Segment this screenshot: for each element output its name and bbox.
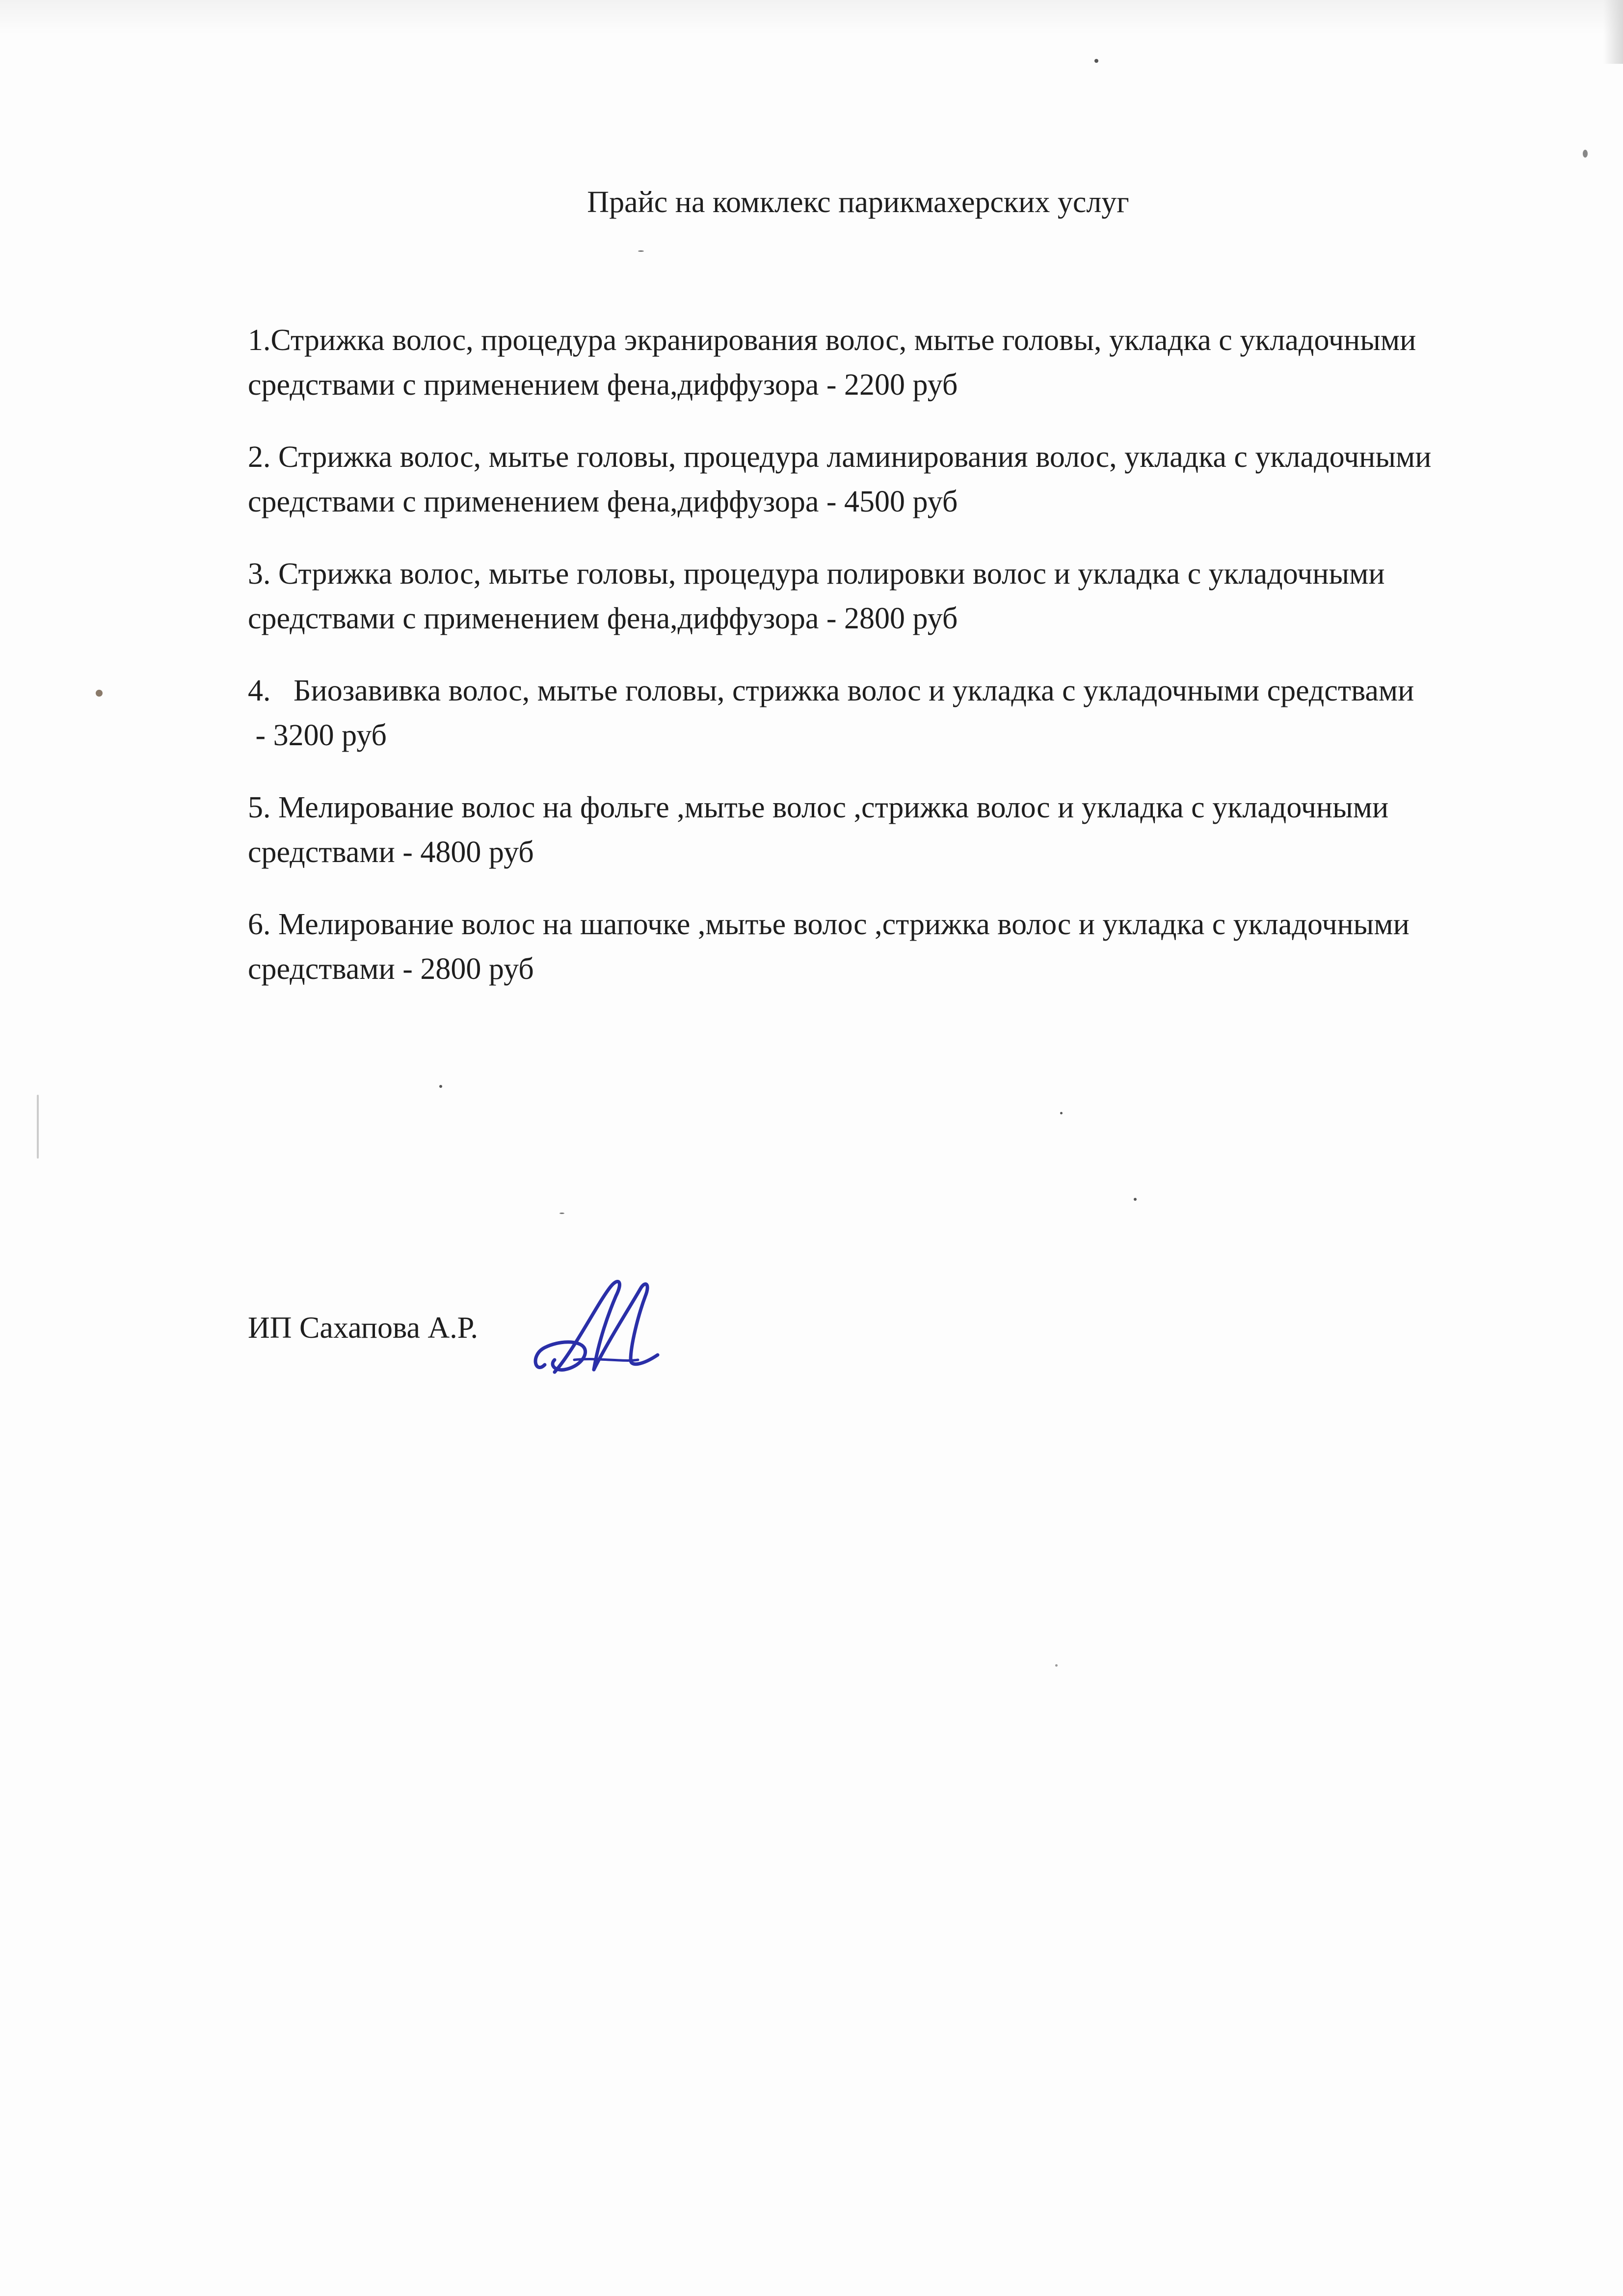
signature-stroke-4 xyxy=(574,1359,638,1361)
scan-speck xyxy=(1094,59,1098,63)
price-item-5 xyxy=(248,785,1534,875)
scan-speck xyxy=(1060,1112,1063,1114)
price-item-1 xyxy=(248,318,1534,407)
price-item-3-line-1: 3. Стрижка волос, мытье головы, процедура полировки волос и укладка с укладочными xyxy=(248,557,1385,591)
document-title xyxy=(0,183,1623,222)
scan-speck xyxy=(37,1095,39,1159)
price-list xyxy=(248,318,1534,1019)
scan-speck xyxy=(96,690,103,697)
scan-speck xyxy=(1055,1664,1058,1667)
price-item-6-line-2: средствами - 2800 руб xyxy=(248,952,534,986)
price-item-4 xyxy=(248,669,1534,758)
scan-speck xyxy=(1134,1198,1137,1201)
scan-shadow-top xyxy=(0,0,1623,34)
price-item-5-line-1: 5. Мелирование волос на фольге ,мытье волос ,стрижка волос и укладка с укладочными xyxy=(248,791,1389,824)
document-title-text: Прайс на комклекс парикмахерских услуг xyxy=(587,186,1129,219)
handwritten-signature xyxy=(525,1242,672,1404)
price-item-1-line-1: 1.Стрижка волос, процедура экранирования волос, мытье головы, укладка с укладочными xyxy=(248,324,1416,357)
price-item-2-line-2: средствами с применением фена,диффузора - 4500 руб xyxy=(248,485,958,518)
price-item-1-line-2: средствами с применением фена,диффузора - 2200 руб xyxy=(248,368,958,402)
scan-speck xyxy=(1583,150,1588,158)
signer-name: ИП Сахапова А.Р. xyxy=(248,1311,478,1345)
price-item-3 xyxy=(248,552,1534,641)
price-item-5-line-2: средствами - 4800 руб xyxy=(248,836,534,869)
price-item-2-line-1: 2. Стрижка волос, мытье головы, процедура ламинирования волос, укладка с укладочными xyxy=(248,440,1432,474)
price-item-6-line-1: 6. Мелирование волос на шапочке ,мытье волос ,стрижка волос и укладка с укладочными xyxy=(248,908,1410,941)
scan-shadow-right xyxy=(1603,0,1623,64)
scan-speck xyxy=(638,250,644,252)
price-item-3-line-2: средствами с применением фена,диффузора - 2800 руб xyxy=(248,602,958,635)
price-item-2 xyxy=(248,435,1534,524)
scan-speck xyxy=(559,1213,564,1214)
price-item-4-line-2: - 3200 руб xyxy=(248,719,387,752)
price-item-4-line-1: 4. Биозавивка волос, мытье головы, стрижка волос и укладка с укладочными средствами xyxy=(248,674,1414,707)
price-item-6 xyxy=(248,902,1534,992)
scan-speck xyxy=(439,1085,442,1088)
